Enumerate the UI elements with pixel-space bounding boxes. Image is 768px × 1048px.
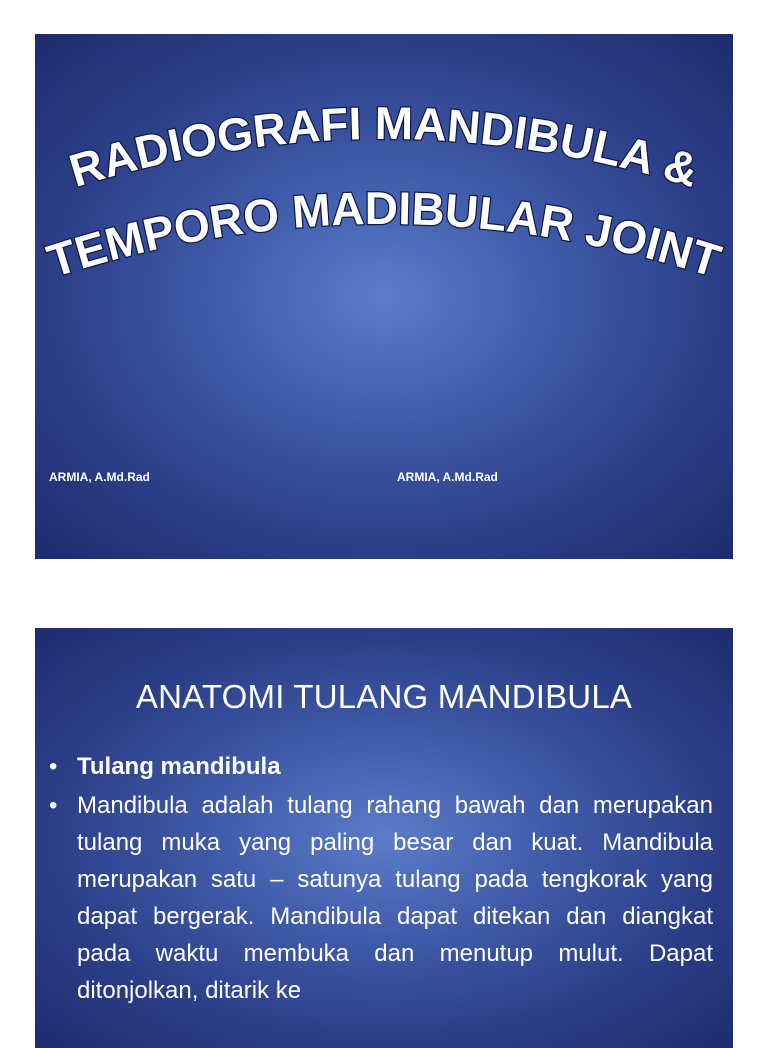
content-slide [35, 628, 733, 1048]
title-line-2: TEMPORO MADIBULAR JOINT [41, 181, 727, 288]
bullet-text: Mandibula adalah tulang rahang bawah dan merupakan tulang muka yang paling besar dan kuat. Mandibula merupakan satu – satunya tulang pada tengkorak yang dapat bergerak. Mandibula dapat ditekan dan diangkat pada waktu membuka dan menutup mulut. Dapat ditonjolkan, ditarik ke [77, 792, 713, 1004]
author-label-right: ARMIA, A.Md.Rad [397, 470, 498, 484]
title-slide [35, 34, 733, 559]
bullet-text: Tulang mandibula [77, 753, 281, 780]
slide-heading: ANATOMI TULANG MANDIBULA [135, 678, 633, 715]
bullet-list [49, 748, 713, 1011]
author-label-left: ARMIA, A.Md.Rad [49, 470, 150, 484]
bullet-item [49, 748, 713, 785]
slide-title-arc [35, 34, 733, 334]
title-line-1: RADIOGRAFI MANDIBULA & [63, 96, 705, 197]
bullet-item [49, 787, 713, 1009]
bullet-icon: • [49, 792, 58, 819]
bullet-icon: • [49, 753, 58, 780]
